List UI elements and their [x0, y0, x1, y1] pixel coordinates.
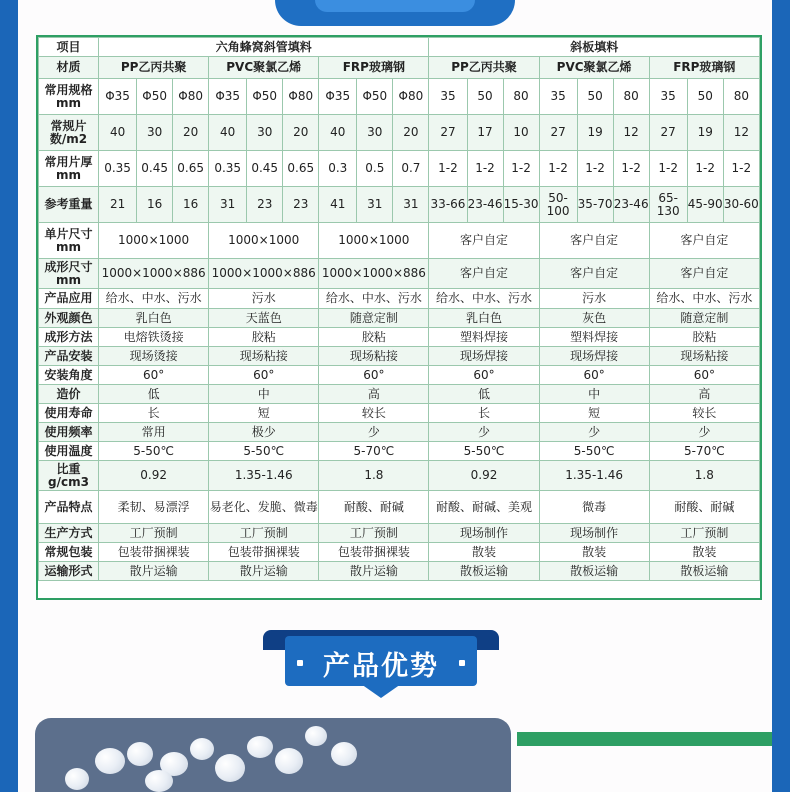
- table-cell: 散板运输: [649, 562, 759, 581]
- table-cell: 灰色: [539, 309, 649, 328]
- table-row: [39, 423, 760, 442]
- section-title: 产品优势: [323, 651, 439, 682]
- table-cell: 60°: [539, 366, 649, 385]
- table-cell: 中: [539, 385, 649, 404]
- table-cell: 包装带捆裸装: [209, 543, 319, 562]
- table-row: [39, 309, 760, 328]
- table-cell: 常规包装: [39, 543, 99, 562]
- pellet: [127, 742, 153, 766]
- table-cell: 产品特点: [39, 491, 99, 524]
- table-cell: 27: [429, 115, 467, 151]
- table-cell: 0.45: [247, 151, 283, 187]
- table-cell: 50: [687, 79, 723, 115]
- table-cell: 现场制作: [429, 524, 539, 543]
- table-cell: 微毒: [539, 491, 649, 524]
- table-cell: 35-70: [577, 187, 613, 223]
- table-cell: 0.35: [209, 151, 247, 187]
- right-frame-bar: [772, 0, 790, 792]
- top-decoration-tab: [275, 0, 515, 26]
- table-cell: 极少: [209, 423, 319, 442]
- table-cell: 45-90: [687, 187, 723, 223]
- table-cell: 5-50℃: [209, 442, 319, 461]
- table-cell: 客户自定: [649, 223, 759, 259]
- table-cell: 客户自定: [539, 259, 649, 289]
- table-cell: 现场焊接: [539, 347, 649, 366]
- table-cell: 31: [393, 187, 429, 223]
- table-cell: 胶粘: [319, 328, 429, 347]
- table-cell: 安装角度: [39, 366, 99, 385]
- table-row: [39, 57, 760, 79]
- table-cell: 散片运输: [99, 562, 209, 581]
- table-cell: 5-50℃: [539, 442, 649, 461]
- table-cell: 外观颜色: [39, 309, 99, 328]
- table-cell: 电熔铁烫接: [99, 328, 209, 347]
- table-cell: 散装: [429, 543, 539, 562]
- table-cell: 工厂预制: [209, 524, 319, 543]
- table-cell: 常用片厚mm: [39, 151, 99, 187]
- table-cell: 60°: [319, 366, 429, 385]
- table-cell: 少: [429, 423, 539, 442]
- table-cell: 1000×1000: [319, 223, 429, 259]
- table-cell: 参考重量: [39, 187, 99, 223]
- table-cell: 1-2: [539, 151, 577, 187]
- table-cell: 1000×1000×886: [319, 259, 429, 289]
- table-cell: Φ80: [283, 79, 319, 115]
- table-cell: Φ35: [319, 79, 357, 115]
- table-row: [39, 347, 760, 366]
- table-row: [39, 289, 760, 309]
- table-cell: 5-50℃: [99, 442, 209, 461]
- table-cell: 成形方法: [39, 328, 99, 347]
- table-cell: 30: [247, 115, 283, 151]
- table-cell: 较长: [649, 404, 759, 423]
- table-cell: 工厂预制: [649, 524, 759, 543]
- table-cell: Φ50: [357, 79, 393, 115]
- table-row: [39, 115, 760, 151]
- table-cell: 项目: [39, 38, 99, 57]
- table-cell: 1-2: [577, 151, 613, 187]
- table-cell: 乳白色: [429, 309, 539, 328]
- table-cell: 耐酸、耐碱: [649, 491, 759, 524]
- table-cell: 35: [539, 79, 577, 115]
- table-cell: FRP玻璃钢: [319, 57, 429, 79]
- table-cell: 短: [539, 404, 649, 423]
- table-cell: 给水、中水、污水: [429, 289, 539, 309]
- table-cell: 1-2: [649, 151, 687, 187]
- table-row: [39, 366, 760, 385]
- table-cell: 16: [173, 187, 209, 223]
- table-cell: 0.65: [173, 151, 209, 187]
- table-cell: 少: [319, 423, 429, 442]
- table-cell: 23-46: [467, 187, 503, 223]
- table-cell: 41: [319, 187, 357, 223]
- comparison-table: [36, 35, 762, 600]
- table-cell: 1.35-1.46: [209, 461, 319, 491]
- table-cell: 0.35: [99, 151, 137, 187]
- pellet: [305, 726, 327, 746]
- table-body: [39, 38, 760, 581]
- table-cell: 19: [577, 115, 613, 151]
- table-cell: 60°: [99, 366, 209, 385]
- table-row: [39, 385, 760, 404]
- table-cell: Φ50: [137, 79, 173, 115]
- table-cell: 27: [649, 115, 687, 151]
- table-cell: 35: [429, 79, 467, 115]
- table-cell: 耐酸、耐碱: [319, 491, 429, 524]
- table-row: [39, 223, 760, 259]
- table-cell: 80: [503, 79, 539, 115]
- banner-tip: [361, 684, 401, 698]
- table-cell: 40: [319, 115, 357, 151]
- table-row: [39, 524, 760, 543]
- table-cell: 31: [209, 187, 247, 223]
- table-cell: 5-50℃: [429, 442, 539, 461]
- table-cell: 散片运输: [209, 562, 319, 581]
- table-cell: 现场粘接: [649, 347, 759, 366]
- table-row: [39, 562, 760, 581]
- table-cell: 1-2: [613, 151, 649, 187]
- table-row: [39, 38, 760, 57]
- table-cell: 成形尺寸mm: [39, 259, 99, 289]
- table-cell: 16: [137, 187, 173, 223]
- table-row: [39, 404, 760, 423]
- table-cell: 胶粘: [649, 328, 759, 347]
- table-cell: PP乙丙共聚: [429, 57, 539, 79]
- table-cell: 散装: [539, 543, 649, 562]
- table-cell: 0.5: [357, 151, 393, 187]
- table-row: [39, 442, 760, 461]
- table-row: [39, 79, 760, 115]
- table-cell: 塑料焊接: [539, 328, 649, 347]
- table-cell: 现场粘接: [209, 347, 319, 366]
- table-cell: 产品应用: [39, 289, 99, 309]
- table-cell: 23: [283, 187, 319, 223]
- table-cell: 使用寿命: [39, 404, 99, 423]
- table-cell: PVC聚氯乙烯: [209, 57, 319, 79]
- table-cell: FRP玻璃钢: [649, 57, 759, 79]
- table-cell: 50: [467, 79, 503, 115]
- table-cell: 常用: [99, 423, 209, 442]
- table-cell: Φ80: [393, 79, 429, 115]
- table-cell: 散板运输: [539, 562, 649, 581]
- table-cell: 使用温度: [39, 442, 99, 461]
- table-cell: 散装: [649, 543, 759, 562]
- product-photo: [35, 718, 511, 792]
- table-cell: 1000×1000: [209, 223, 319, 259]
- table-row: [39, 187, 760, 223]
- table-cell: 随意定制: [649, 309, 759, 328]
- table-cell: 高: [319, 385, 429, 404]
- table-cell: 30: [357, 115, 393, 151]
- table-row: [39, 151, 760, 187]
- table-cell: 30-60: [723, 187, 759, 223]
- table-cell: 0.92: [99, 461, 209, 491]
- table-cell: 10: [503, 115, 539, 151]
- pellet: [190, 738, 214, 760]
- table-cell: 给水、中水、污水: [319, 289, 429, 309]
- table-cell: 耐酸、耐碱、美观: [429, 491, 539, 524]
- table-cell: 23-46: [613, 187, 649, 223]
- table-cell: 1-2: [467, 151, 503, 187]
- pellet: [65, 768, 89, 790]
- table-cell: 31: [357, 187, 393, 223]
- table-cell: 20: [283, 115, 319, 151]
- table-cell: 1.8: [319, 461, 429, 491]
- table-cell: 短: [209, 404, 319, 423]
- table-cell: 1.8: [649, 461, 759, 491]
- table-cell: 1.35-1.46: [539, 461, 649, 491]
- table-cell: 现场粘接: [319, 347, 429, 366]
- table-cell: 低: [99, 385, 209, 404]
- table-cell: 33-66: [429, 187, 467, 223]
- table-cell: 高: [649, 385, 759, 404]
- table-row: [39, 259, 760, 289]
- table-cell: 生产方式: [39, 524, 99, 543]
- table-cell: 60°: [209, 366, 319, 385]
- table-cell: 0.45: [137, 151, 173, 187]
- table-cell: 23: [247, 187, 283, 223]
- table-cell: 50: [577, 79, 613, 115]
- table-cell: 80: [613, 79, 649, 115]
- table-cell: 工厂预制: [319, 524, 429, 543]
- pellet: [331, 742, 357, 766]
- table-cell: 单片尺寸mm: [39, 223, 99, 259]
- table-cell: 较长: [319, 404, 429, 423]
- table-cell: 污水: [209, 289, 319, 309]
- table-cell: 12: [613, 115, 649, 151]
- table-cell: 80: [723, 79, 759, 115]
- table-cell: 常规片数/m2: [39, 115, 99, 151]
- table-cell: 材质: [39, 57, 99, 79]
- pellet: [145, 770, 173, 792]
- table-cell: Φ80: [173, 79, 209, 115]
- section-title-banner: [263, 630, 499, 694]
- table-cell: 60°: [429, 366, 539, 385]
- table-cell: 斜板填料: [429, 38, 760, 57]
- table-cell: 27: [539, 115, 577, 151]
- table-cell: Φ50: [247, 79, 283, 115]
- table-cell: Φ35: [209, 79, 247, 115]
- table-cell: 客户自定: [649, 259, 759, 289]
- table-cell: 1-2: [687, 151, 723, 187]
- table-cell: 随意定制: [319, 309, 429, 328]
- pellet: [95, 748, 125, 774]
- table-cell: 5-70℃: [649, 442, 759, 461]
- table-cell: 客户自定: [429, 259, 539, 289]
- table-cell: 包装带捆裸装: [99, 543, 209, 562]
- table-cell: 20: [173, 115, 209, 151]
- table-cell: 0.65: [283, 151, 319, 187]
- table-cell: 15-30: [503, 187, 539, 223]
- table-cell: 比重g/cm3: [39, 461, 99, 491]
- table-row: [39, 461, 760, 491]
- table-cell: 50-100: [539, 187, 577, 223]
- table-cell: 1-2: [503, 151, 539, 187]
- table-cell: 1000×1000×886: [99, 259, 209, 289]
- table-cell: 1-2: [723, 151, 759, 187]
- table-cell: 工厂预制: [99, 524, 209, 543]
- table-cell: 现场烫接: [99, 347, 209, 366]
- table-cell: 60°: [649, 366, 759, 385]
- green-accent-bar: [517, 732, 772, 746]
- table-cell: 12: [723, 115, 759, 151]
- table-cell: 客户自定: [539, 223, 649, 259]
- table-cell: 5-70℃: [319, 442, 429, 461]
- table-cell: 35: [649, 79, 687, 115]
- table-cell: 使用频率: [39, 423, 99, 442]
- table-cell: Φ35: [99, 79, 137, 115]
- table-cell: 0.92: [429, 461, 539, 491]
- table-cell: 0.3: [319, 151, 357, 187]
- table-cell: 给水、中水、污水: [99, 289, 209, 309]
- table-row: [39, 543, 760, 562]
- table-cell: 少: [649, 423, 759, 442]
- table-cell: 造价: [39, 385, 99, 404]
- table-cell: 散片运输: [319, 562, 429, 581]
- table-row: [39, 328, 760, 347]
- table-cell: 0.7: [393, 151, 429, 187]
- pellet: [275, 748, 303, 774]
- left-frame-bar: [0, 0, 18, 792]
- table-cell: 乳白色: [99, 309, 209, 328]
- table-cell: 柔韧、易漂浮: [99, 491, 209, 524]
- table-cell: 1-2: [429, 151, 467, 187]
- pellet: [215, 754, 245, 782]
- table-cell: 20: [393, 115, 429, 151]
- table-cell: 散板运输: [429, 562, 539, 581]
- table-cell: 30: [137, 115, 173, 151]
- table-cell: 胶粘: [209, 328, 319, 347]
- table-cell: 现场制作: [539, 524, 649, 543]
- table-cell: 常用规格mm: [39, 79, 99, 115]
- table-cell: PVC聚氯乙烯: [539, 57, 649, 79]
- table-cell: 17: [467, 115, 503, 151]
- table-cell: 易老化、发脆、微毒: [209, 491, 319, 524]
- table-cell: 给水、中水、污水: [649, 289, 759, 309]
- table-cell: PP乙丙共聚: [99, 57, 209, 79]
- table-cell: 1000×1000×886: [209, 259, 319, 289]
- table-cell: 21: [99, 187, 137, 223]
- table-cell: 长: [99, 404, 209, 423]
- table-cell: 1000×1000: [99, 223, 209, 259]
- table-cell: 长: [429, 404, 539, 423]
- table-cell: 运输形式: [39, 562, 99, 581]
- table-cell: 塑料焊接: [429, 328, 539, 347]
- table-cell: 污水: [539, 289, 649, 309]
- table-cell: 客户自定: [429, 223, 539, 259]
- table-cell: 现场焊接: [429, 347, 539, 366]
- table-cell: 40: [99, 115, 137, 151]
- table-cell: 少: [539, 423, 649, 442]
- table-row: [39, 491, 760, 524]
- table-cell: 六角蜂窝斜管填料: [99, 38, 429, 57]
- table-cell: 19: [687, 115, 723, 151]
- table-cell: 产品安装: [39, 347, 99, 366]
- pellet: [247, 736, 273, 758]
- table-cell: 65-130: [649, 187, 687, 223]
- table-cell: 天蓝色: [209, 309, 319, 328]
- table-cell: 包装带捆裸装: [319, 543, 429, 562]
- table-cell: 中: [209, 385, 319, 404]
- table-cell: 低: [429, 385, 539, 404]
- table-cell: 40: [209, 115, 247, 151]
